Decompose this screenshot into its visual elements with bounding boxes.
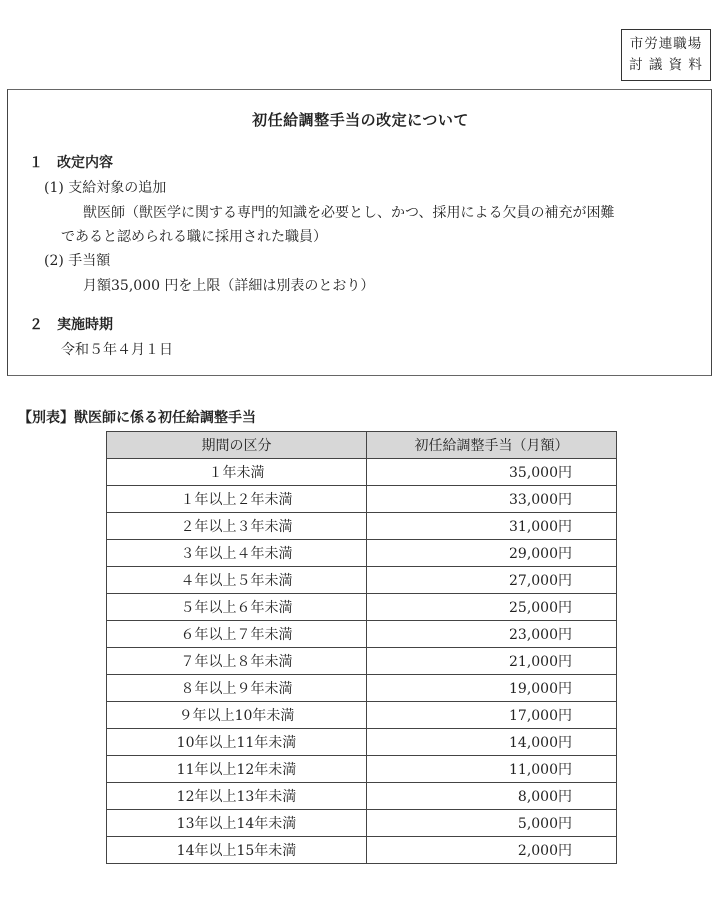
item-1-text-line-2: であると認められる職に採用された職員） — [61, 229, 327, 245]
table-row — [107, 648, 617, 675]
period-cell: ２年以上３年未満 — [107, 513, 367, 540]
amount-cell: 35,000円 — [367, 459, 617, 486]
period-cell: 12年以上13年未満 — [107, 783, 367, 810]
section-1-heading: １ 改定内容 — [29, 155, 113, 171]
period-cell: ７年以上８年未満 — [107, 648, 367, 675]
stamp-line-2: 討 議 資 料 — [629, 57, 703, 73]
period-cell: １年以上２年未満 — [107, 486, 367, 513]
table-row — [107, 837, 617, 864]
table-row — [107, 702, 617, 729]
item-2-text: 月額35,000 円を上限（詳細は別表のとおり） — [83, 278, 375, 294]
effective-date: 令和５年４月１日 — [61, 342, 173, 358]
item-1-label: (1) 支給対象の追加 — [44, 180, 167, 196]
document-stamp — [621, 29, 711, 81]
table-row — [107, 810, 617, 837]
amount-cell: 11,000円 — [367, 756, 617, 783]
period-cell: ９年以上10年未満 — [107, 702, 367, 729]
appendix-table-caption: 【別表】獣医師に係る初任給調整手当 — [18, 410, 256, 426]
table-row — [107, 729, 617, 756]
item-2-label: (2) 手当額 — [44, 253, 111, 269]
amount-cell: 27,000円 — [367, 567, 617, 594]
amount-cell: 33,000円 — [367, 486, 617, 513]
revision-summary-box — [7, 89, 712, 376]
amount-cell: 23,000円 — [367, 621, 617, 648]
table-header-row — [107, 432, 617, 459]
amount-cell: 14,000円 — [367, 729, 617, 756]
item-1-text-line-1: 獣医師（獣医学に関する専門的知識を必要とし、かつ、採用による欠員の補充が困難 — [83, 205, 615, 221]
table-row — [107, 513, 617, 540]
period-cell: ６年以上７年未満 — [107, 621, 367, 648]
amount-cell: 8,000円 — [367, 783, 617, 810]
period-cell: 10年以上11年未満 — [107, 729, 367, 756]
table-row — [107, 567, 617, 594]
amount-cell: 5,000円 — [367, 810, 617, 837]
period-cell: 13年以上14年未満 — [107, 810, 367, 837]
section-2-heading: ２ 実施時期 — [29, 317, 113, 333]
amount-cell: 29,000円 — [367, 540, 617, 567]
amount-cell: 2,000円 — [367, 837, 617, 864]
table-body — [107, 459, 617, 864]
header-amount: 初任給調整手当（月額） — [367, 432, 617, 459]
period-cell: １年未満 — [107, 459, 367, 486]
table-row — [107, 783, 617, 810]
document-title: 初任給調整手当の改定について — [252, 111, 469, 129]
amount-cell: 19,000円 — [367, 675, 617, 702]
table-row — [107, 594, 617, 621]
table-row — [107, 756, 617, 783]
table-row — [107, 486, 617, 513]
amount-cell: 25,000円 — [367, 594, 617, 621]
amount-cell: 31,000円 — [367, 513, 617, 540]
allowance-table — [106, 431, 617, 864]
period-cell: ８年以上９年未満 — [107, 675, 367, 702]
header-period: 期間の区分 — [107, 432, 367, 459]
period-cell: ５年以上６年未満 — [107, 594, 367, 621]
period-cell: ３年以上４年未満 — [107, 540, 367, 567]
table-row — [107, 459, 617, 486]
period-cell: 11年以上12年未満 — [107, 756, 367, 783]
period-cell: 14年以上15年未満 — [107, 837, 367, 864]
amount-cell: 17,000円 — [367, 702, 617, 729]
table-row — [107, 621, 617, 648]
amount-cell: 21,000円 — [367, 648, 617, 675]
stamp-line-1: 市労連職場 — [629, 36, 703, 52]
table-row — [107, 675, 617, 702]
period-cell: ４年以上５年未満 — [107, 567, 367, 594]
table-row — [107, 540, 617, 567]
